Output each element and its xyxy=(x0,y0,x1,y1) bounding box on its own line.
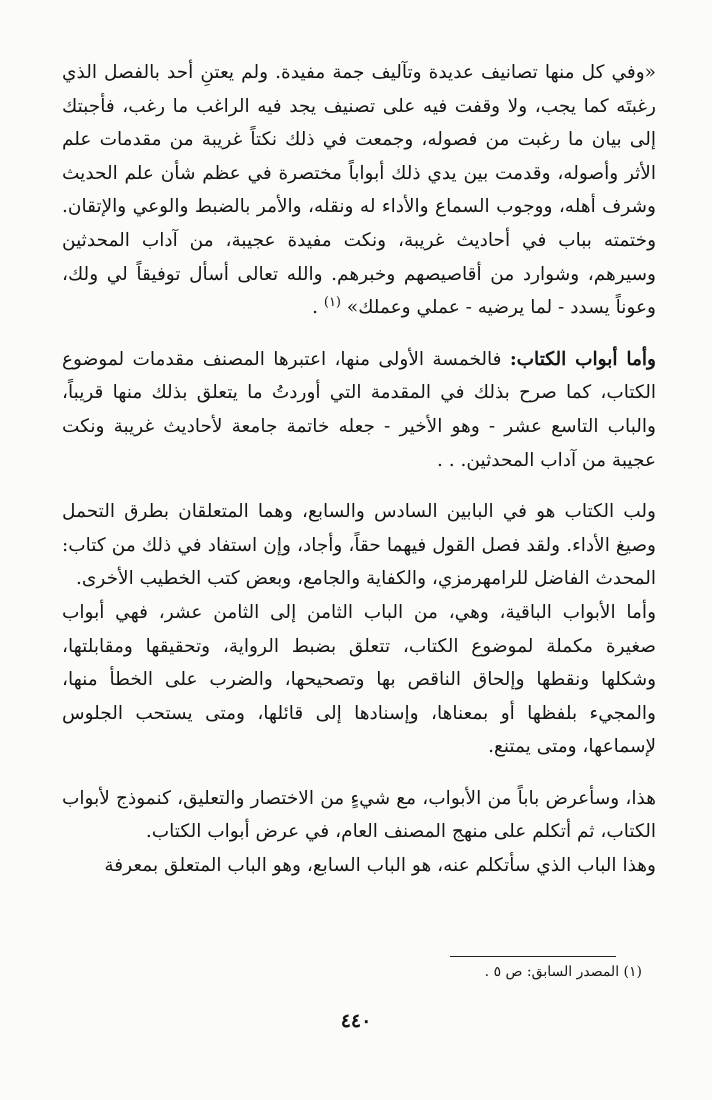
paragraph-lead: وأما أبواب الكتاب: xyxy=(509,348,656,370)
paragraph-book-chapters xyxy=(62,343,656,477)
paragraph-tail: . xyxy=(312,297,324,319)
paragraph-text: «وفي كل منها تصانيف عديدة وتآليف جمة مفيدة. ولم يعتنِ أحد بالفصل الذي رغبتَه كما يجب، ولا وقفت فيه على تصنيف يجد فيه الراغب ما رغب، فأجبتك إلى بيان ما رغبت من فصوله، وجمعت في ذلك نكتاً غريبة من مقدمات علم الأثر وأصوله، وقدمت بين يدي ذلك أبواباً مختصرة في عظم شأن علم الحديث وشرف أهله، ووجوب السماع والأداء له ونقله، والأمر بالضبط والوعي والإتقان. وختمته بباب في أحاديث غريبة، ونكت مفيدة عجيبة، من آداب المحدثين وسيرهم، وشوارد من أقاصيصهم وخبرهم. والله تعالى أسأل توفيقاً لي ولك، وعوناً يسدد - لما يرضيه - عملي وعملك» xyxy=(62,62,656,319)
paragraph-quote xyxy=(62,56,656,325)
paragraph-text: وهذا الباب الذي سأتكلم عنه، هو الباب السابع، وهو الباب المتعلق بمعرفة xyxy=(104,855,656,877)
paragraph-text: وأما الأبواب الباقية، وهي، من الباب الثامن إلى الثامن عشر، فهي أبواب صغيرة مكملة لموضوع الكتاب، تتعلق بضبط الرواية، وتحقيقها ومقابلتها، وشكلها ونقطها وإلحاق الناقص بها وتصحيحها، والضرب على الخطأ منها، والمجيء بلفظها أو بمعناها، وإسنادها إلى قائلها، ومتى يستحب الجلوس لإسماعها، ومتى يمتنع. xyxy=(62,601,656,758)
paragraph-seventh-chapter xyxy=(62,849,656,883)
paragraph-remaining-chapters xyxy=(62,596,656,764)
paragraph-core-of-book xyxy=(62,495,656,596)
footnote: (١) المصدر السابق: ص ٥ . xyxy=(484,964,642,980)
paragraph-text: ولب الكتاب هو في البابين السادس والسابع، وهما المتعلقان بطرق التحمل وصيغ الأداء. ولقد فصل القول فيهما حقاً، وأجاد، وإن استفاد في ذلك من كتاب: المحدث الفاضل للرامهرمزي، والكفاية والجامع، وبعض كتب الخطيب الأخرى. xyxy=(62,501,656,590)
footnote-divider xyxy=(450,956,616,957)
footnote-reference: (١) xyxy=(323,295,341,310)
paragraph-sample-chapter xyxy=(62,782,656,849)
paragraph-text: فالخمسة الأولى منها، اعتبرها المصنف مقدمات لموضوع الكتاب، كما صرح بذلك في المقدمة التي أوردتُ ما يتعلق بذلك منها قريباً، والباب التاسع عشر - وهو الأخير - جعله خاتمة جامعة لأحاديث غريبة ونكت عجيبة من آداب المحدثين. . . xyxy=(62,348,656,471)
paragraph-text: هذا، وسأعرض باباً من الأبواب، مع شيءٍ من الاختصار والتعليق، كنموذج لأبواب الكتاب، ثم أتكلم على منهج المصنف العام، في عرض أبواب الكتاب. xyxy=(62,787,656,843)
page-number: ٤٤٠ xyxy=(340,1010,372,1032)
page-body xyxy=(62,56,656,883)
